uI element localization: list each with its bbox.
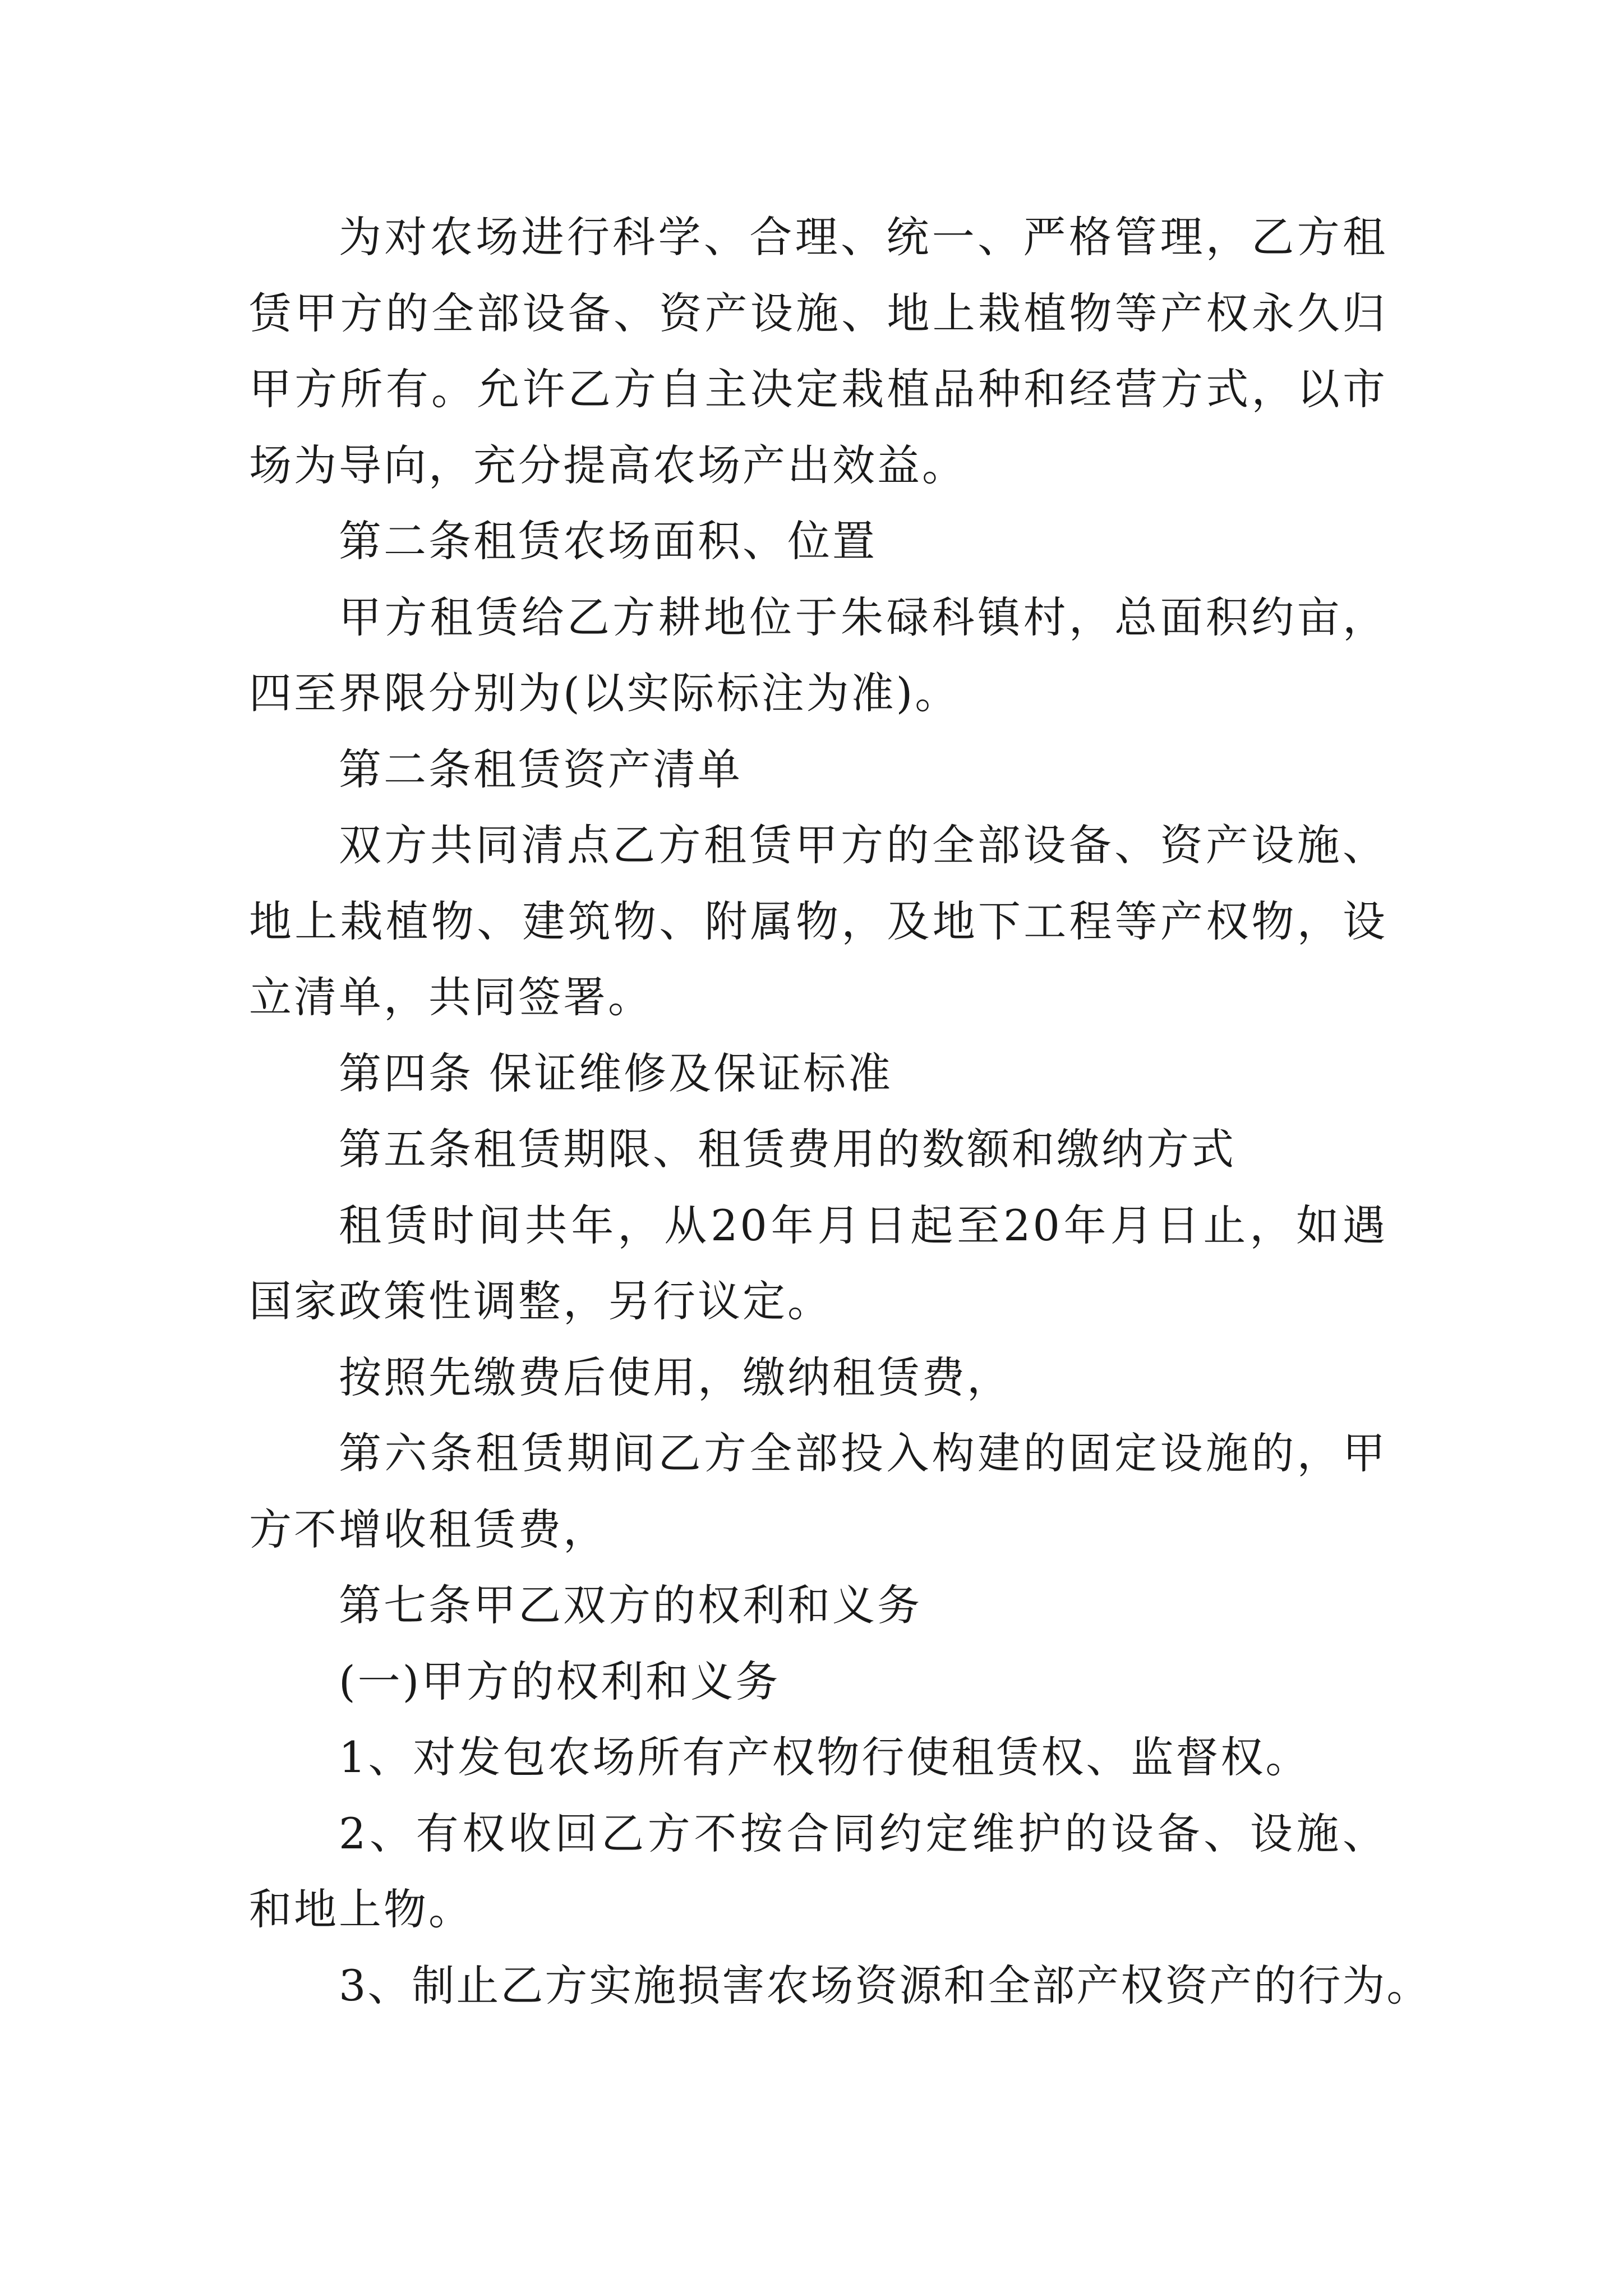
heading-article-2-area: 第二条租赁农场面积、位置 [339, 516, 877, 566]
paragraph-asset-inventory: 双方共同清点乙方租赁甲方的全部设备、资产设施、地上栽植物、建筑物、附属物，及地下工程等产权物，设立清单，共同签署。 [249, 820, 1387, 1022]
list-item-2: 2、有权收回乙方不按合同约定维护的设备、设施、和地上物。 [249, 1808, 1387, 1934]
heading-party-a-rights: (一)甲方的权利和义务 [339, 1656, 781, 1706]
heading-article-4: 第四条 保证维修及保证标准 [339, 1048, 893, 1098]
paragraph-land-location: 甲方租赁给乙方耕地位于朱碌科镇村，总面积约亩，四至界限分别为(以实际标注为准)。 [249, 592, 1387, 718]
document-body [249, 199, 1431, 2023]
paragraph-article-6: 第六条租赁期间乙方全部投入构建的固定设施的，甲方不增收租赁费， [249, 1428, 1387, 1554]
paragraph-intro: 为对农场进行科学、合理、统一、严格管理，乙方租赁甲方的全部设备、资产设施、地上栽植物等产权永久归甲方所有。允许乙方自主决定栽植品种和经营方式，以市场为导向，充分提高农场产出效益。 [249, 212, 1387, 490]
list-item-1: 1、对发包农场所有产权物行使租赁权、监督权。 [339, 1732, 1311, 1782]
paragraph-payment: 按照先缴费后使用，缴纳租赁费， [339, 1352, 1012, 1402]
paragraph-lease-term: 租赁时间共年，从20年月日起至20年月日止，如遇国家政策性调整，另行议定。 [249, 1200, 1387, 1326]
list-item-3: 3、制止乙方实施损害农场资源和全部产权资产的行为。 [339, 1960, 1431, 2010]
heading-article-7: 第七条甲乙双方的权利和义务 [339, 1580, 922, 1630]
heading-article-asset-list: 第二条租赁资产清单 [339, 744, 743, 794]
heading-article-5: 第五条租赁期限、租赁费用的数额和缴纳方式 [339, 1124, 1236, 1174]
